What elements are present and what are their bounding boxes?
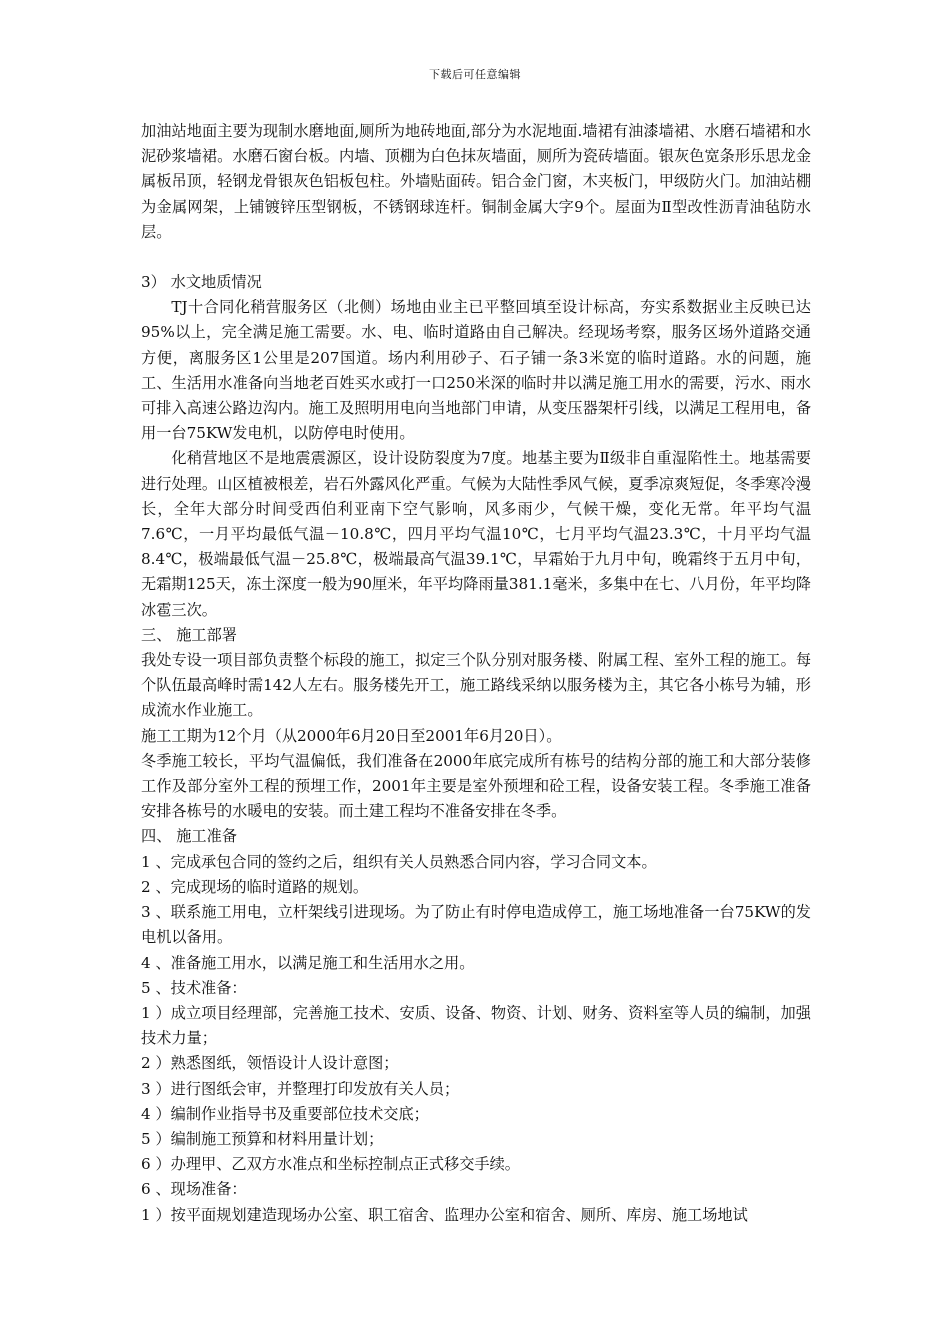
list-item: 4 ）编制作业指导书及重要部位技术交底； bbox=[141, 1104, 429, 1123]
preparation-heading: 四、 施工准备 bbox=[141, 827, 237, 846]
list-item: 3 、联系施工用电，立杆架线引进现场。为了防止有时停电造成停工，施工场地准备一台75KW的发电机以备用。 bbox=[141, 903, 811, 947]
list-item: 1 ）按平面规划建造现场办公室、职工宿舍、监理办公室和宿舍、厕所、库房、施工场地试 bbox=[141, 1205, 748, 1224]
list-item: 3 ）进行图纸会审，并整理打印发放有关人员； bbox=[141, 1079, 460, 1098]
list-item: 2 ）熟悉图纸，领悟设计人设计意图； bbox=[141, 1054, 399, 1073]
page-header: 下载后可任意编辑 bbox=[429, 68, 521, 81]
list-item: 4 、准备施工用水，以满足施工和生活用水之用。 bbox=[141, 953, 475, 972]
deployment-heading: 三、 施工部署 bbox=[141, 625, 237, 644]
list-item: 5 、技术准备： bbox=[141, 978, 247, 997]
deployment-paragraph-3: 冬季施工较长，平均气温偏低，我们准备在2000年底完成所有栋号的结构分部的施工和大部分装修工作及部分室外工程的预埋工作，2001年主要是室外预埋和砼工程，设备安装工程。冬季施工准备安排各栋号的水暖电的安装。而土建工程均不准备安排在冬季。 bbox=[141, 751, 811, 821]
intro-paragraph: 加油站地面主要为现制水磨地面,厕所为地砖地面,部分为水泥地面.墙裙有油漆墙裙、水磨石墙裙和水泥砂浆墙裙。水磨石窗台板。内墙、顶棚为白色抹灰墙面，厕所为瓷砖墙面。银灰色宽条形乐思龙金属板吊顶，轻钢龙骨银灰色铝板包柱。外墙贴面砖。铝合金门窗，木夹板门，甲级防火门。加油站棚为金属网架，上铺镀锌压型钢板，不锈钢球连杆。铜制金属大字9个。屋面为Ⅱ型改性沥青油毡防水层。 bbox=[141, 122, 811, 241]
deployment-paragraph-2: 施工工期为12个月（从2000年6月20日至2001年6月20日）。 bbox=[141, 726, 562, 745]
list-item: 2 、完成现场的临时道路的规划。 bbox=[141, 877, 369, 896]
list-item: 1 、完成承包合同的签约之后，组织有关人员熟悉合同内容，学习合同文本。 bbox=[141, 852, 657, 871]
hydro-paragraph-2: 化稍营地区不是地震震源区，设计设防裂度为7度。地基主要为Ⅱ级非自重湿陷性土。地基需要进行处理。山区植被根差，岩石外露风化严重。气候为大陆性季风气候，夏季凉爽短促，冬季寒冷漫长，全年大部分时间受西伯利亚南下空气影响，风多雨少，气候干燥，变化无常。年平均气温7.6℃，一月平均最低气温－10.8℃，四月平均气温10℃，七月平均气温23.3℃，十月平均气温8.4℃，极端最低气温－25.8℃，极端最高气温39.1℃，早霜始于九月中旬，晚霜终于五月中旬，无霜期125天，冻土深度一般为90厘米，年平均降雨量381.1毫米，多集中在七、八月份，年平均降冰雹三次。 bbox=[141, 449, 811, 619]
list-item: 6 、现场准备： bbox=[141, 1180, 247, 1199]
deployment-paragraph-1: 我处专设一项目部负责整个标段的施工，拟定三个队分别对服务楼、附属工程、室外工程的施工。每个队伍最高峰时需142人左右。服务楼先开工，施工路线采纳以服务楼为主，其它各小栋号为辅，形成流水作业施工。 bbox=[141, 651, 811, 720]
list-item: 5 ）编制施工预算和材料用量计划； bbox=[141, 1129, 384, 1148]
document-body bbox=[141, 119, 811, 1228]
paragraph-gap bbox=[141, 245, 811, 270]
list-item: 1 ）成立项目经理部，完善施工技术、安质、设备、物资、计划、财务、资料室等人员的编制，加强技术力量； bbox=[141, 1003, 811, 1048]
list-item: 6 ）办理甲、乙双方水准点和坐标控制点正式移交手续。 bbox=[141, 1155, 520, 1174]
hydro-heading: 3） 水文地质情况 bbox=[141, 273, 262, 292]
hydro-paragraph-1: TJ十合同化稍营服务区（北侧）场地由业主已平整回填至设计标高，夯实系数据业主反映已达95%以上，完全满足施工需要。水、电、临时道路由自己解决。经现场考察，服务区场外道路交通方便，离服务区1公里是207国道。场内利用砂子、石子铺一条3米宽的临时道路。水的问题，施工、生活用水准备向当地老百姓买水或打一口250米深的临时井以满足施工用水的需要，污水、雨水可排入高速公路边沟内。施工及照明用电向当地部门申请，从变压器架杆引线，以满足工程用电，备用一台75KW发电机，以防停电时使用。 bbox=[141, 298, 811, 443]
